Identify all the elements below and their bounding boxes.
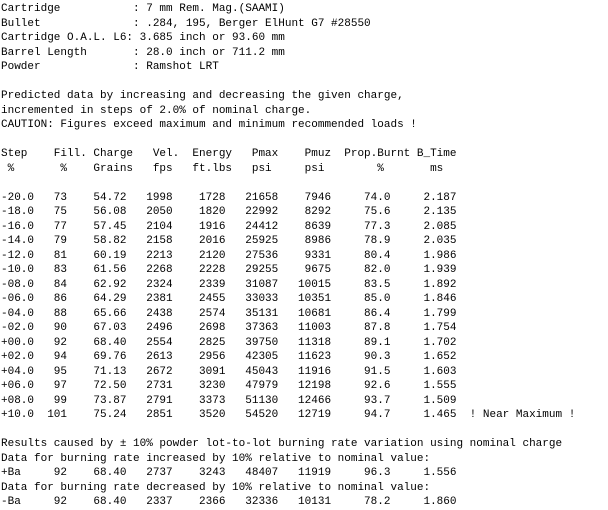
- spacer: [1, 423, 607, 438]
- bullet-line: Bullet : .284, 195, Berger ElHunt G7 #28550: [1, 17, 371, 30]
- table-row: -06.0 86 64.29 2381 2455 33033 10351 85.0 1.846: [1, 293, 457, 305]
- table-row: -04.0 88 65.66 2438 2574 35131 10681 86.4 1.799: [1, 307, 457, 320]
- table-row: +00.0 92 68.40 2554 2825 39750 11318 89.1 1.702: [1, 336, 457, 349]
- increased-rate-row: +Ba 92 68.40 2737 3243 48407 11919 96.3 1.556: [1, 467, 457, 479]
- table-row: +08.0 99 73.87 2791 3373 51130 12466 93.7 1.509: [1, 394, 457, 407]
- table-row: +02.0 94 69.76 2613 2956 42305 11623 90.3 1.652: [1, 351, 457, 363]
- table-row: -14.0 79 58.82 2158 2016 25925 8986 78.9 2.035: [1, 235, 457, 247]
- variation-intro: Results caused by ± 10% powder lot-to-lot burning rate variation using nominal charge: [1, 438, 563, 450]
- table-row: -18.0 75 56.08 2050 1820 22992 8292 75.6 2.135: [1, 206, 457, 218]
- note-line-2: incremented in steps of 2.0% of nominal charge.: [1, 104, 312, 117]
- barrel-length-line: Barrel Length : 28.0 inch or 711.2 mm: [1, 46, 285, 59]
- powder-line: Powder : Ramshot LRT: [1, 61, 219, 73]
- table-row: -16.0 77 57.45 2104 1916 24412 8639 77.3 2.085: [1, 220, 457, 233]
- table-row: -08.0 84 62.92 2324 2339 31087 10015 83.5 1.892: [1, 278, 457, 291]
- table-row-near-maximum: +10.0 101 75.24 2851 3520 54520 12719 94.7 1.465 ! Near Maximum !: [1, 409, 576, 421]
- table-row: -20.0 73 54.72 1998 1728 21658 7946 74.0 2.187: [1, 191, 457, 204]
- cartridge-line: Cartridge : 7 mm Rem. Mag.(SAAMI): [1, 3, 285, 15]
- spacer: [1, 176, 607, 191]
- spacer: [1, 75, 607, 90]
- table-row: -10.0 83 61.56 2268 2228 29255 9675 82.0 1.939: [1, 264, 457, 276]
- increased-rate-label: Data for burning rate increased by 10% relative to nominal value:: [1, 452, 431, 465]
- table-row: -02.0 90 67.03 2496 2698 37363 11003 87.8 1.754: [1, 322, 457, 334]
- caution-line: CAUTION: Figures exceed maximum and minimum recommended loads !: [1, 119, 417, 131]
- oal-line: Cartridge O.A.L. L6: 3.685 inch or 93.60 mm: [1, 32, 285, 44]
- table-row: -12.0 81 60.19 2213 2120 27536 9331 80.4 1.986: [1, 249, 457, 262]
- table-header-1: Step Fill. Charge Vel. Energy Pmax Pmuz Prop.Burnt B_Time: [1, 148, 457, 160]
- table-row: +04.0 95 71.13 2672 3091 45043 11916 91.5 1.603: [1, 365, 457, 378]
- table-row: +06.0 97 72.50 2731 3230 47979 12198 92.6 1.555: [1, 380, 457, 392]
- decreased-rate-label: Data for burning rate decreased by 10% relative to nominal value:: [1, 481, 431, 494]
- table-header-2: % % Grains fps ft.lbs psi psi % ms: [1, 162, 444, 175]
- spacer: [1, 133, 607, 148]
- decreased-rate-row: -Ba 92 68.40 2337 2366 32336 10131 78.2 1.860: [1, 496, 457, 508]
- note-line-1: Predicted data by increasing and decreasing the given charge,: [1, 90, 404, 102]
